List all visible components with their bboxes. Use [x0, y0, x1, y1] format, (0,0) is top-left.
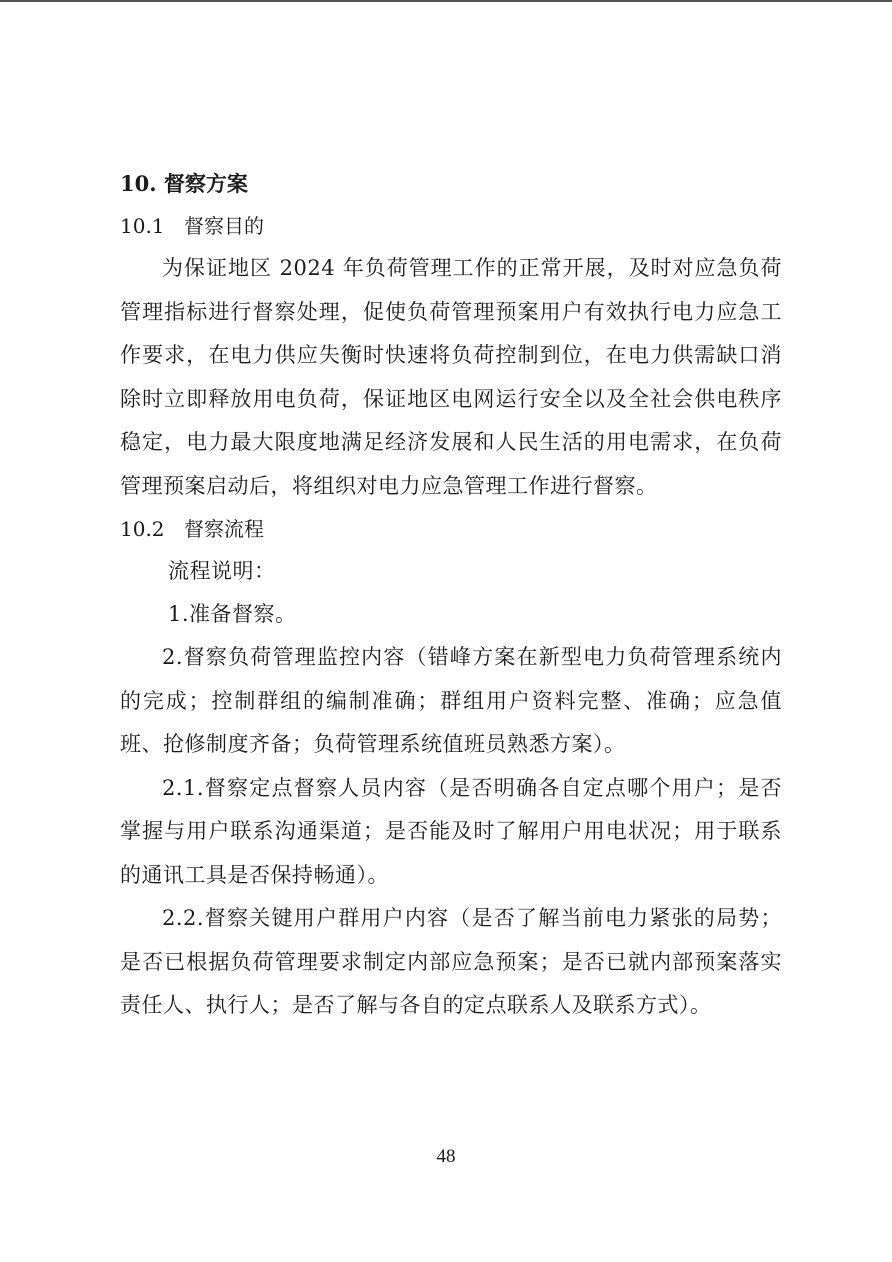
section-heading: 10. 督察方案 [120, 171, 248, 196]
top-border-line [0, 0, 892, 2]
page-number: 48 [436, 1146, 456, 1167]
process-step-2: 2.督察负荷管理监控内容（错峰方案在新型电力负荷管理系统内的完成；控制群组的编制准确；群组用户资料完整、准确；应急值班、抢修制度齐备；负荷管理系统值班员熟悉方案）。 [120, 645, 782, 756]
subsection-heading-purpose [120, 205, 782, 247]
process-step-2-2: 2.2.督察关键用户群用户内容（是否了解当前电力紧张的局势；是否已根据负荷管理要求制定内部应急预案；是否已就内部预案落实责任人、执行人；是否了解与各自的定点联系人及联系方式）。 [120, 906, 782, 1017]
subsection-number: 10.1 [120, 214, 165, 238]
subsection-title: 督察目的 [184, 214, 264, 238]
subsection-heading-process [120, 508, 782, 550]
subsection-number: 10.2 [120, 517, 165, 541]
purpose-paragraph: 为保证地区 2024 年负荷管理工作的正常开展，及时对应急负荷管理指标进行督察处理，促使负荷管理预案用户有效执行电力应急工作要求，在电力供应失衡时快速将负荷控制到位，在电力供需缺口消除时立即释放用电负荷，保证地区电网运行安全以及全社会供电秩序稳定，电力最大限度地满足经济发展和人民生活的用电需求，在负荷管理预案启动后，将组织对电力应急管理工作进行督察。 [120, 256, 782, 498]
process-intro: 流程说明： [168, 559, 276, 583]
subsection-title: 督察流程 [184, 517, 264, 541]
process-step-2-1: 2.1.督察定点督察人员内容（是否明确各自定点哪个用户；是否掌握与用户联系沟通渠道；是否能及时了解用户用电状况；用于联系的通讯工具是否保持畅通）。 [120, 775, 782, 887]
process-step-1: 1.准备督察。 [168, 602, 297, 626]
document-body [120, 163, 782, 1028]
